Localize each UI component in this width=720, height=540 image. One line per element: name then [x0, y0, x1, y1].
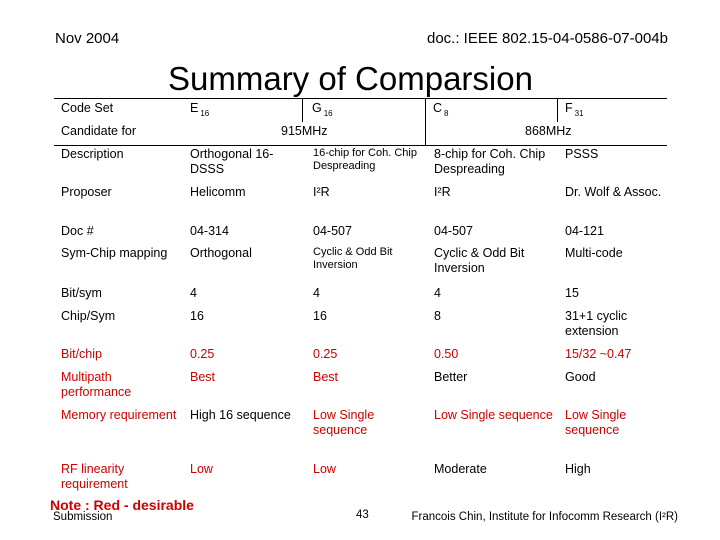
- row-label: Sym-Chip mapping: [61, 246, 168, 260]
- table-cell: Low: [190, 462, 213, 476]
- table-cell: 16: [313, 309, 327, 323]
- footer-submission: Submission: [53, 511, 113, 523]
- table-cell: 31+1 cyclic extension: [565, 309, 628, 338]
- table-cell: 15/32 ~0.47: [565, 347, 632, 361]
- footer-page-number: 43: [356, 509, 369, 521]
- table-cell: Better: [434, 370, 468, 384]
- row-label: Memory requirement: [61, 408, 177, 422]
- table-cell: Best: [190, 370, 216, 384]
- table-cell: Helicomm: [190, 185, 246, 199]
- row-label: RF linearity requirement: [61, 462, 128, 491]
- band-divider: [425, 98, 426, 145]
- header-date: Nov 2004: [55, 30, 120, 47]
- table-cell: 4: [313, 286, 320, 300]
- note-red-desirable: Note : Red - desirable: [50, 497, 194, 513]
- table-cell: Cyclic & Odd Bit Inversion: [313, 246, 393, 271]
- table-cell: I²R: [313, 185, 330, 199]
- table-cell: PSSS: [565, 147, 599, 161]
- table-cell: 04-314: [190, 224, 229, 238]
- table-cell: 04-507: [434, 224, 473, 238]
- code-c8: C $_8$: [433, 101, 449, 118]
- code-e16: E $_{16}$: [190, 101, 210, 118]
- row-label: Proposer: [61, 185, 112, 199]
- table-cell: Multi-code: [565, 246, 623, 260]
- table-cell: Moderate: [434, 462, 487, 476]
- code-set-label: Code Set: [61, 101, 114, 115]
- table-cell: 0.50: [434, 347, 459, 361]
- table-cell: Dr. Wolf & Assoc.: [565, 185, 662, 199]
- row-label: Description: [61, 147, 124, 161]
- table-cell: Low Single sequence: [434, 408, 553, 422]
- table-cell: Low: [313, 462, 336, 476]
- table-cell: 0.25: [313, 347, 338, 361]
- table-cell: 4: [434, 286, 441, 300]
- table-cell: 0.25: [190, 347, 215, 361]
- table-cell: High 16 sequence: [190, 408, 291, 422]
- table-cell: 16: [190, 309, 204, 323]
- code-g16: G $_{16}$: [312, 101, 333, 118]
- footer-author: Francois Chin, Institute for Infocomm Research (I²R): [411, 511, 678, 523]
- row-label: Multipath performance: [61, 370, 132, 399]
- band-915: 915MHz: [281, 124, 328, 138]
- table-cell: Good: [565, 370, 596, 384]
- table-cell: Cyclic & Odd Bit Inversion: [434, 246, 525, 275]
- table-cell: Low Single sequence: [313, 408, 375, 437]
- table-cell: 16-chip for Coh. Chip Despreading: [313, 147, 417, 172]
- table-header-rule: [54, 145, 667, 146]
- code-f31: F $_{31}$: [565, 101, 584, 118]
- table-cell: Orthogonal: [190, 246, 252, 260]
- row-label: Chip/Sym: [61, 309, 116, 323]
- code-divider-3: [557, 98, 558, 122]
- table-cell: 4: [190, 286, 197, 300]
- code-divider-1: [302, 98, 303, 122]
- candidate-label: Candidate for: [61, 124, 137, 138]
- row-label: Bit/sym: [61, 286, 102, 300]
- table-cell: Best: [313, 370, 339, 384]
- row-label: Bit/chip: [61, 347, 102, 361]
- table-cell: 15: [565, 286, 579, 300]
- row-label: Doc #: [61, 224, 94, 238]
- table-cell: 04-507: [313, 224, 352, 238]
- table-cell: Orthogonal 16-DSSS: [190, 147, 274, 176]
- band-868: 868MHz: [525, 124, 572, 138]
- table-cell: I²R: [434, 185, 451, 199]
- table-cell: High: [565, 462, 591, 476]
- table-cell: 8-chip for Coh. Chip Despreading: [434, 147, 546, 176]
- table-top-rule: [54, 98, 667, 99]
- table-cell: 8: [434, 309, 441, 323]
- page-title: Summary of Comparsion: [168, 60, 533, 97]
- table-cell: 04-121: [565, 224, 604, 238]
- header-doc-id: doc.: IEEE 802.15-04-0586-07-004b: [426, 30, 668, 47]
- table-cell: Low Single sequence: [565, 408, 627, 437]
